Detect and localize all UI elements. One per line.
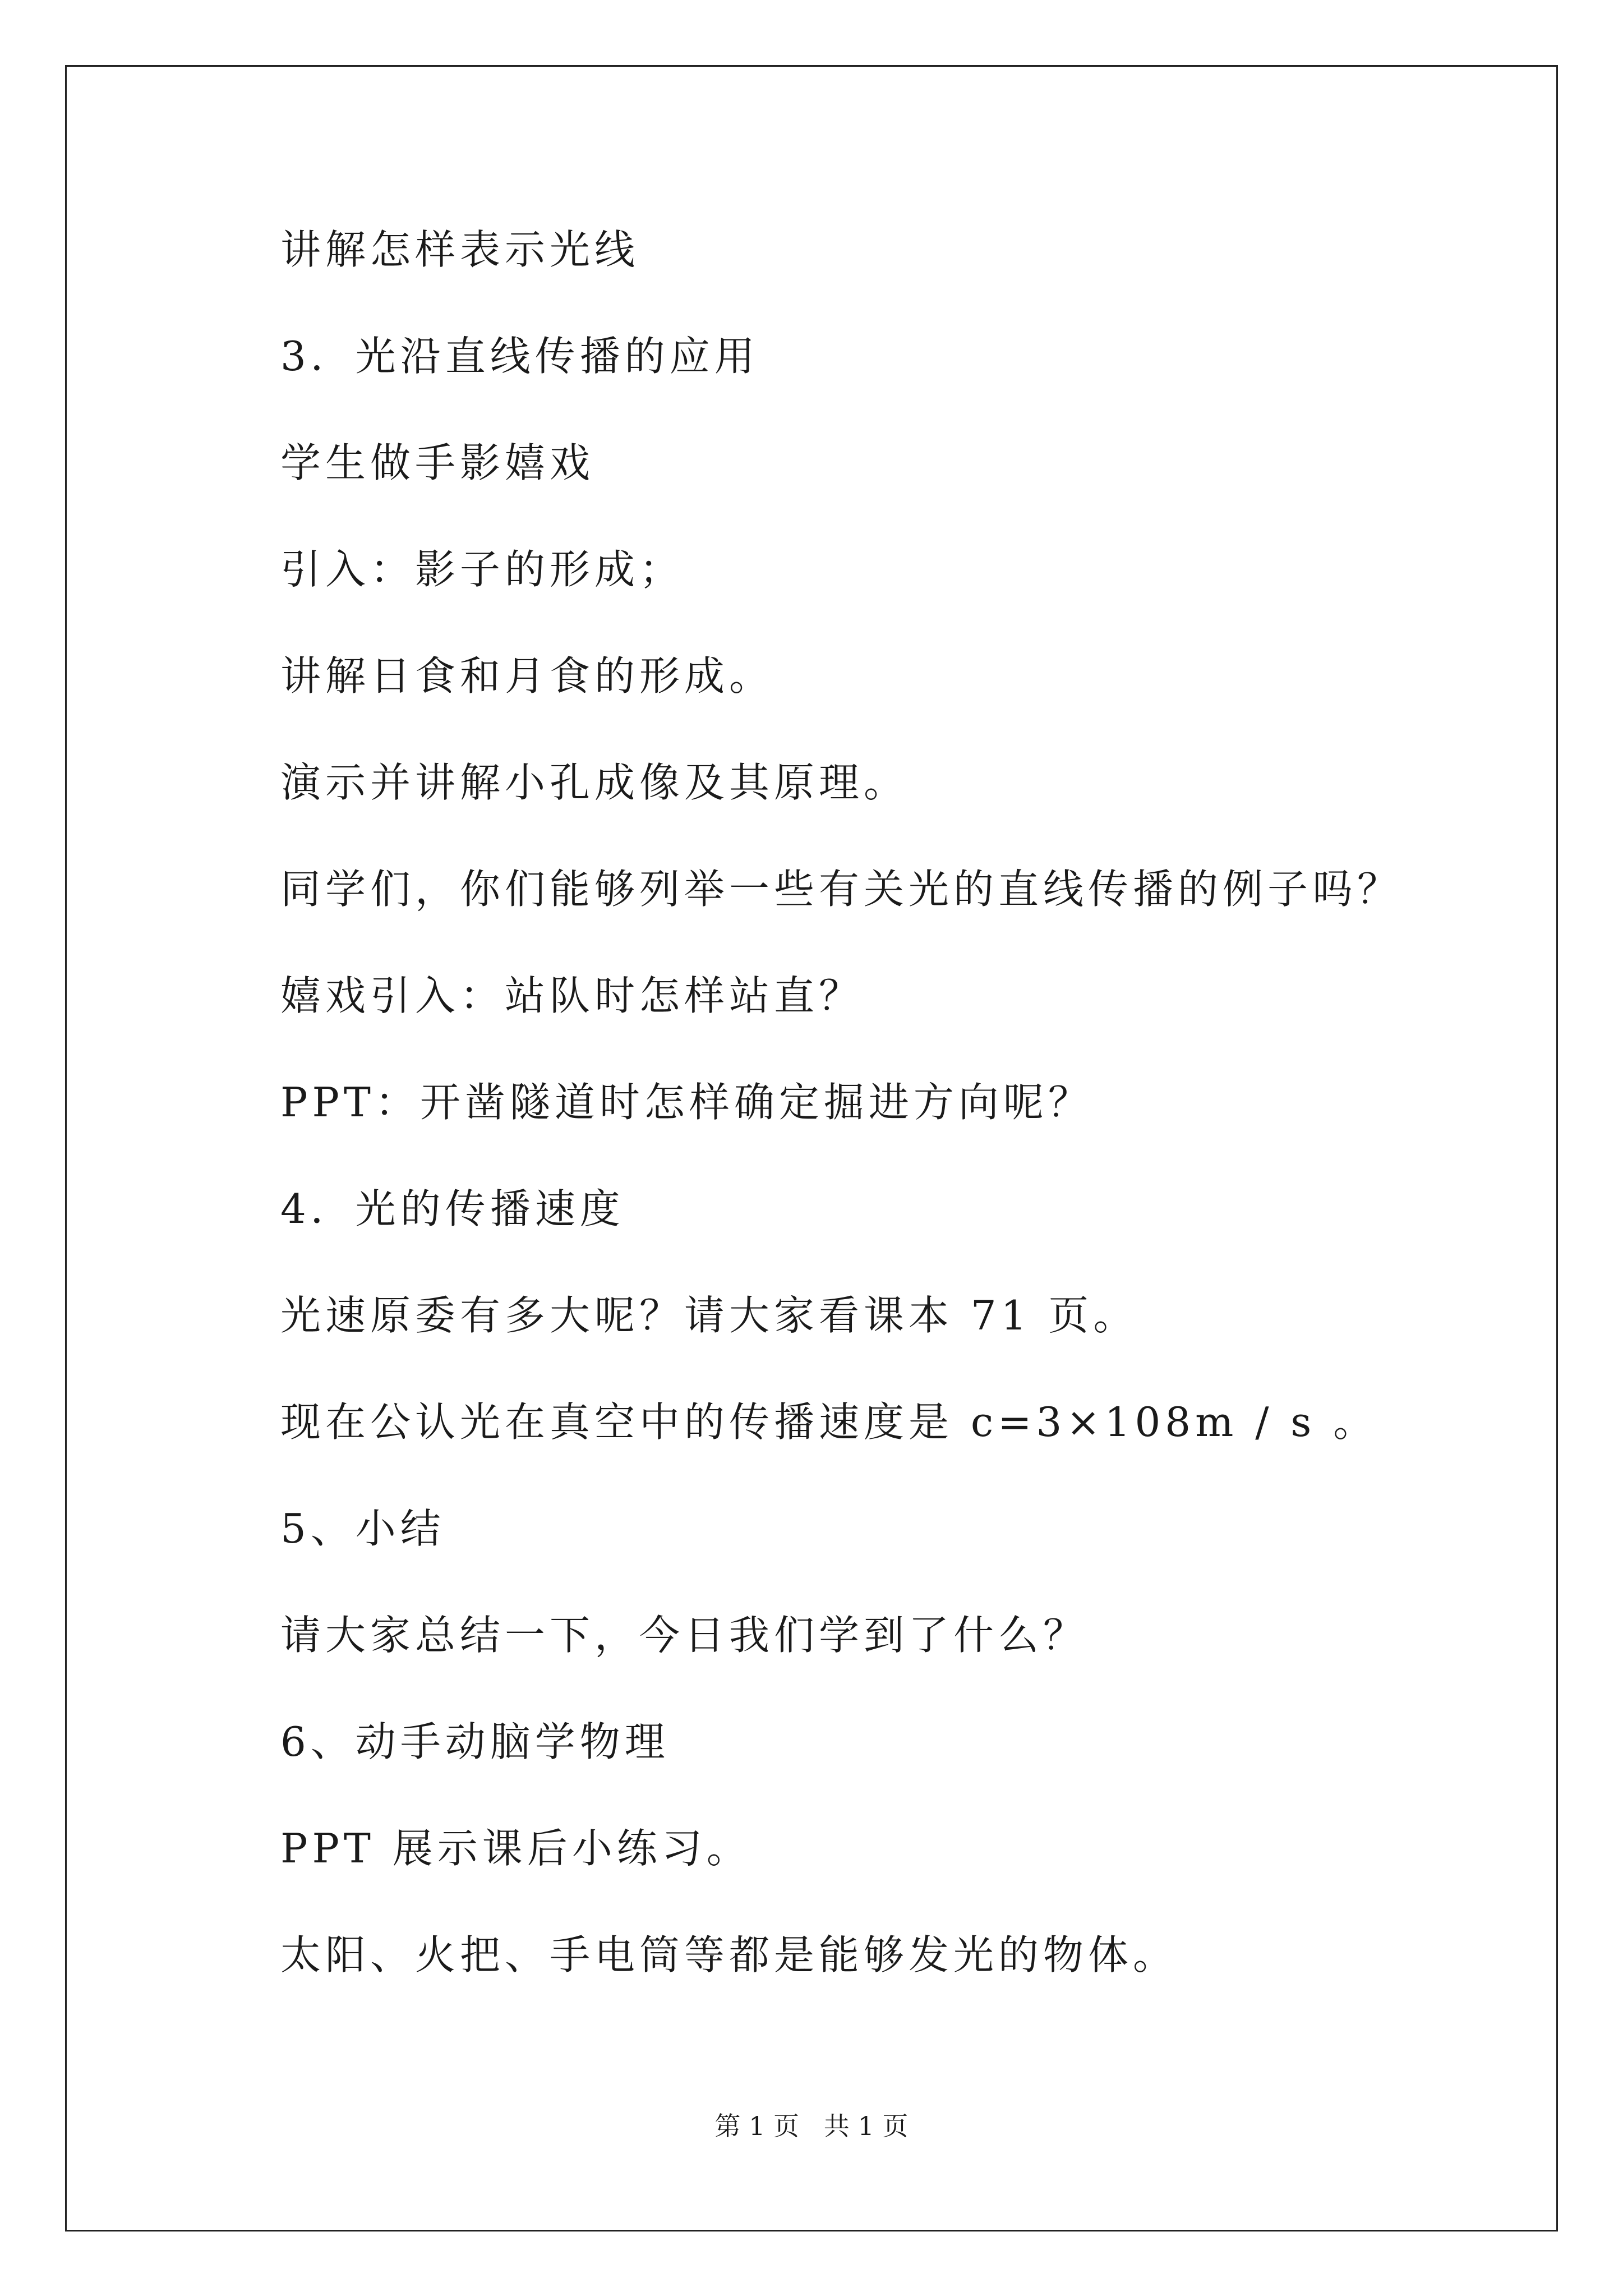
text-line: 讲解日食和月食的形成。: [280, 652, 774, 700]
section-heading: 3．光沿直线传播的应用: [280, 333, 759, 380]
text-line: 光速原委有多大呢？请大家看课本 71 页。: [280, 1292, 1138, 1339]
text-line: 引入：影子的形成；: [280, 546, 685, 593]
text-line: 请大家总结一下，今日我们学到了什么？: [280, 1612, 1089, 1659]
section-heading: 5、小结: [280, 1505, 445, 1552]
text-line: 同学们，你们能够列举一些有关光的直线传播的例子吗？: [280, 866, 1403, 913]
document-body: [280, 216, 1486, 2028]
text-line: PPT 展示课后小练习。: [280, 1825, 751, 1872]
text-line: 现在公认光在真空中的传播速度是 c=3×108m / s 。: [280, 1398, 1378, 1446]
text-line: PPT：开凿隧道时怎样确定掘进方向呢？: [280, 1079, 1093, 1126]
section-heading: 6、动手动脑学物理: [280, 1718, 670, 1765]
text-line: 太阳、火把、手电筒等都是能够发光的物体。: [280, 1931, 1178, 1978]
page-number-footer: 第 1 页 共 1 页: [714, 2111, 909, 2141]
section-heading: 4．光的传播速度: [280, 1185, 625, 1232]
text-line: 学生做手影嬉戏: [280, 439, 595, 486]
text-line: 演示并讲解小孔成像及其原理。: [280, 759, 909, 806]
text-line: 讲解怎样表示光线: [280, 226, 640, 273]
text-line: 嬉戏引入：站队时怎样站直？: [280, 972, 864, 1019]
